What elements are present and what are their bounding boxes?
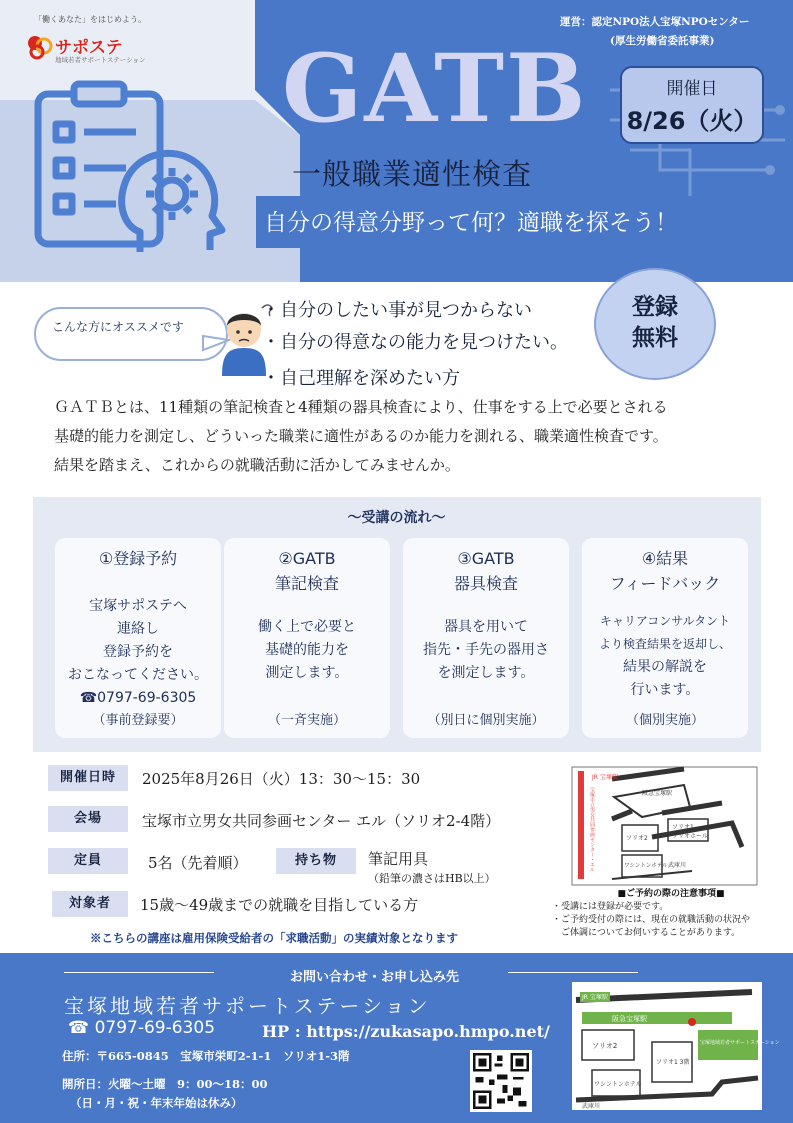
description-line-3: 結果を踏まえ、これからの就職活動に活かしてみませんか。 [54,456,460,474]
map-label-river: 武庫川 [668,862,687,869]
step-body-line: 器具を用いて [444,619,528,635]
logo-tagline: 「働くあなた」をはじめよう。 [34,15,146,24]
organizer-line-1: 運営：認定NPO法人宝塚NPOセンター [560,16,750,28]
reservation-notes [552,888,750,940]
venue-label: 会場 [48,806,128,832]
flow-step-1 [55,538,221,738]
main-title: GATB [282,34,588,144]
capacity-value: 5名（先着順） [148,854,248,872]
map-label-jr: JR 宝塚駅 [592,774,618,781]
logo-subtitle: 地域若者サポートステーション [55,56,146,64]
step-body-line: 測定します。 [265,665,349,681]
step-body-line: 基礎的能力を [265,642,349,658]
event-date-value: 8/26（火） [626,107,758,135]
clipboard-head-icon [32,82,232,262]
target-value: 15歳～49歳までの就職を目指している方 [140,896,419,914]
step-body-line: 結果の解説を [623,659,707,675]
map-label-hotel: ワシントンホテル [624,863,668,869]
note-line: ・受講には登録が必要です。 [552,902,669,912]
items-note: （鉛筆の濃さはHB以上） [368,872,496,885]
flow-step-2 [224,538,390,738]
datetime-label: 開催日時 [48,765,128,791]
map2-label-saposute: 宝塚地域若者サポートステーション [700,1040,780,1046]
step-title: ①登録予約 [98,549,178,568]
recommend-item-2: ・自分の得意なの能力を見つけたい。 [262,332,568,353]
qr-code-icon[interactable] [470,1050,532,1112]
free-badge-line-1: 登録 [632,294,678,320]
step-note: （別日に個別実施） [427,713,545,728]
venue-value: 宝塚市立男女共同参画センター エル（ソリオ2-4階） [142,812,501,830]
map2-label-hotel: ワシントンホテル [594,1081,642,1088]
logo-name: サポステ [55,38,123,58]
venue-map [572,767,757,885]
target-label: 対象者 [52,891,128,917]
map2-label-solio2: ソリオ2 [592,1042,618,1050]
map-label-hankyu: 阪急宝塚駅 [642,790,673,797]
map2-label-hankyu: 阪急宝塚駅 [612,1015,647,1023]
footer-divider-left [64,972,214,973]
map-label-solio2: ソリオ2 [626,835,648,842]
office-map [572,982,780,1110]
note-line: ご体調についてお伺いすることがあります。 [552,928,741,938]
recommend-item-3: ・自己理解を深めたい方 [262,368,460,389]
saposute-logo-icon [24,32,54,62]
step-body-line: 指先・手先の器用さ [423,642,549,658]
step-body-line: 行います。 [630,682,700,698]
tagline-text: 自分の得意分野って何？適職を探そう！ [264,210,678,236]
free-badge-line-2: 無料 [632,325,678,351]
map-label-venue: 宝塚市立男女共同参画センター・エル [589,787,595,872]
organizer-line-2: (厚生労働省委託事業) [610,35,715,47]
capacity-label: 定員 [48,848,128,874]
step-title-2: フィードバック [609,574,721,593]
step-title-2: 筆記検査 [274,574,339,593]
step-body-line: を測定します。 [437,665,535,681]
step-note: （一斉実施） [267,713,346,728]
step-body-line: より検査結果を返却し、 [598,637,731,651]
subtitle: 一般職業適性検査 [292,157,533,191]
step-title: ④結果 [641,549,689,568]
notes-title: ■ご予約の際の注意事項■ [617,889,725,899]
step-title: ②GATB [278,549,336,568]
recommend-bubble-text: こんな方にオススメです [52,320,184,334]
event-date-label: 開催日 [666,79,718,99]
step-body-line: 登録予約を [103,644,173,660]
step-body-line: キャリアコンサルタント [599,614,731,628]
map2-label-river: 武庫川 [582,1103,601,1110]
step-body-line: 宝塚サポステへ [89,598,187,614]
closed-days: （日・月・祝・年末年始は休み） [70,1096,243,1110]
organization-name: 宝塚地域若者サポートステーション [64,994,431,1018]
address: 住所：〒665-0845 宝塚市栄町2-1-1 ソリオ1-3階 [62,1049,350,1063]
note-line: ・ご予約受付の際には、現在の就職活動の状況や [552,915,751,925]
recommend-item-1: ・自分のしたい事が見つからない [262,300,532,321]
flow-title: ～受講の流れ～ [347,510,446,526]
opening-hours: 開所日：火曜～土曜 9：00～18：00 [62,1077,268,1091]
flow-step-4 [582,538,748,738]
datetime-value: 2025年8月26日（火）13：30～15：30 [142,770,421,788]
free-registration-badge [594,268,716,380]
items-value: 筆記用具 [368,850,429,868]
legal-note: ※こちらの講座は雇用保険受給者の「求職活動」の実績対象となります [90,931,458,945]
step-body-line: 連絡し [117,621,159,637]
flow-step-3 [403,538,569,738]
map2-label-solio1: ソリオ1 3階 [656,1059,690,1066]
step-title-2: 器具検査 [453,574,518,593]
step-note: （事前登録要） [92,713,184,728]
website-link[interactable]: HP : https://zukasapo.hmpo.net/ [262,1022,550,1041]
items-label: 持ち物 [276,848,356,874]
map2-label-jr: JR 宝塚駅 [582,994,608,1001]
phone-number[interactable]: ☎ 0797-69-6305 [68,1018,216,1038]
step-body-line: 働く上で必要と [258,619,356,635]
description-line-1: ＧＡＴＢとは、11種類の筆記検査と4種類の器具検査により、仕事をする上で必要とされる [54,398,668,416]
step-body-line: おこなってください。 [68,667,208,683]
step-title: ③GATB [457,549,515,568]
step-phone: ☎0797-69-6305 [79,690,197,706]
map-label-solio-hall: ソリオホール [672,833,708,840]
step-note: （個別実施） [625,713,704,728]
description-line-2: 基礎的能力を測定し、どういった職業に適性があるのか能力を測れる、職業適性検査です。 [54,427,668,445]
footer-divider-right [508,972,638,973]
map-label-solio1: ソリオ1 [672,824,694,831]
contact-title: お問い合わせ・お申し込み先 [290,970,460,985]
event-date-box [620,66,764,144]
